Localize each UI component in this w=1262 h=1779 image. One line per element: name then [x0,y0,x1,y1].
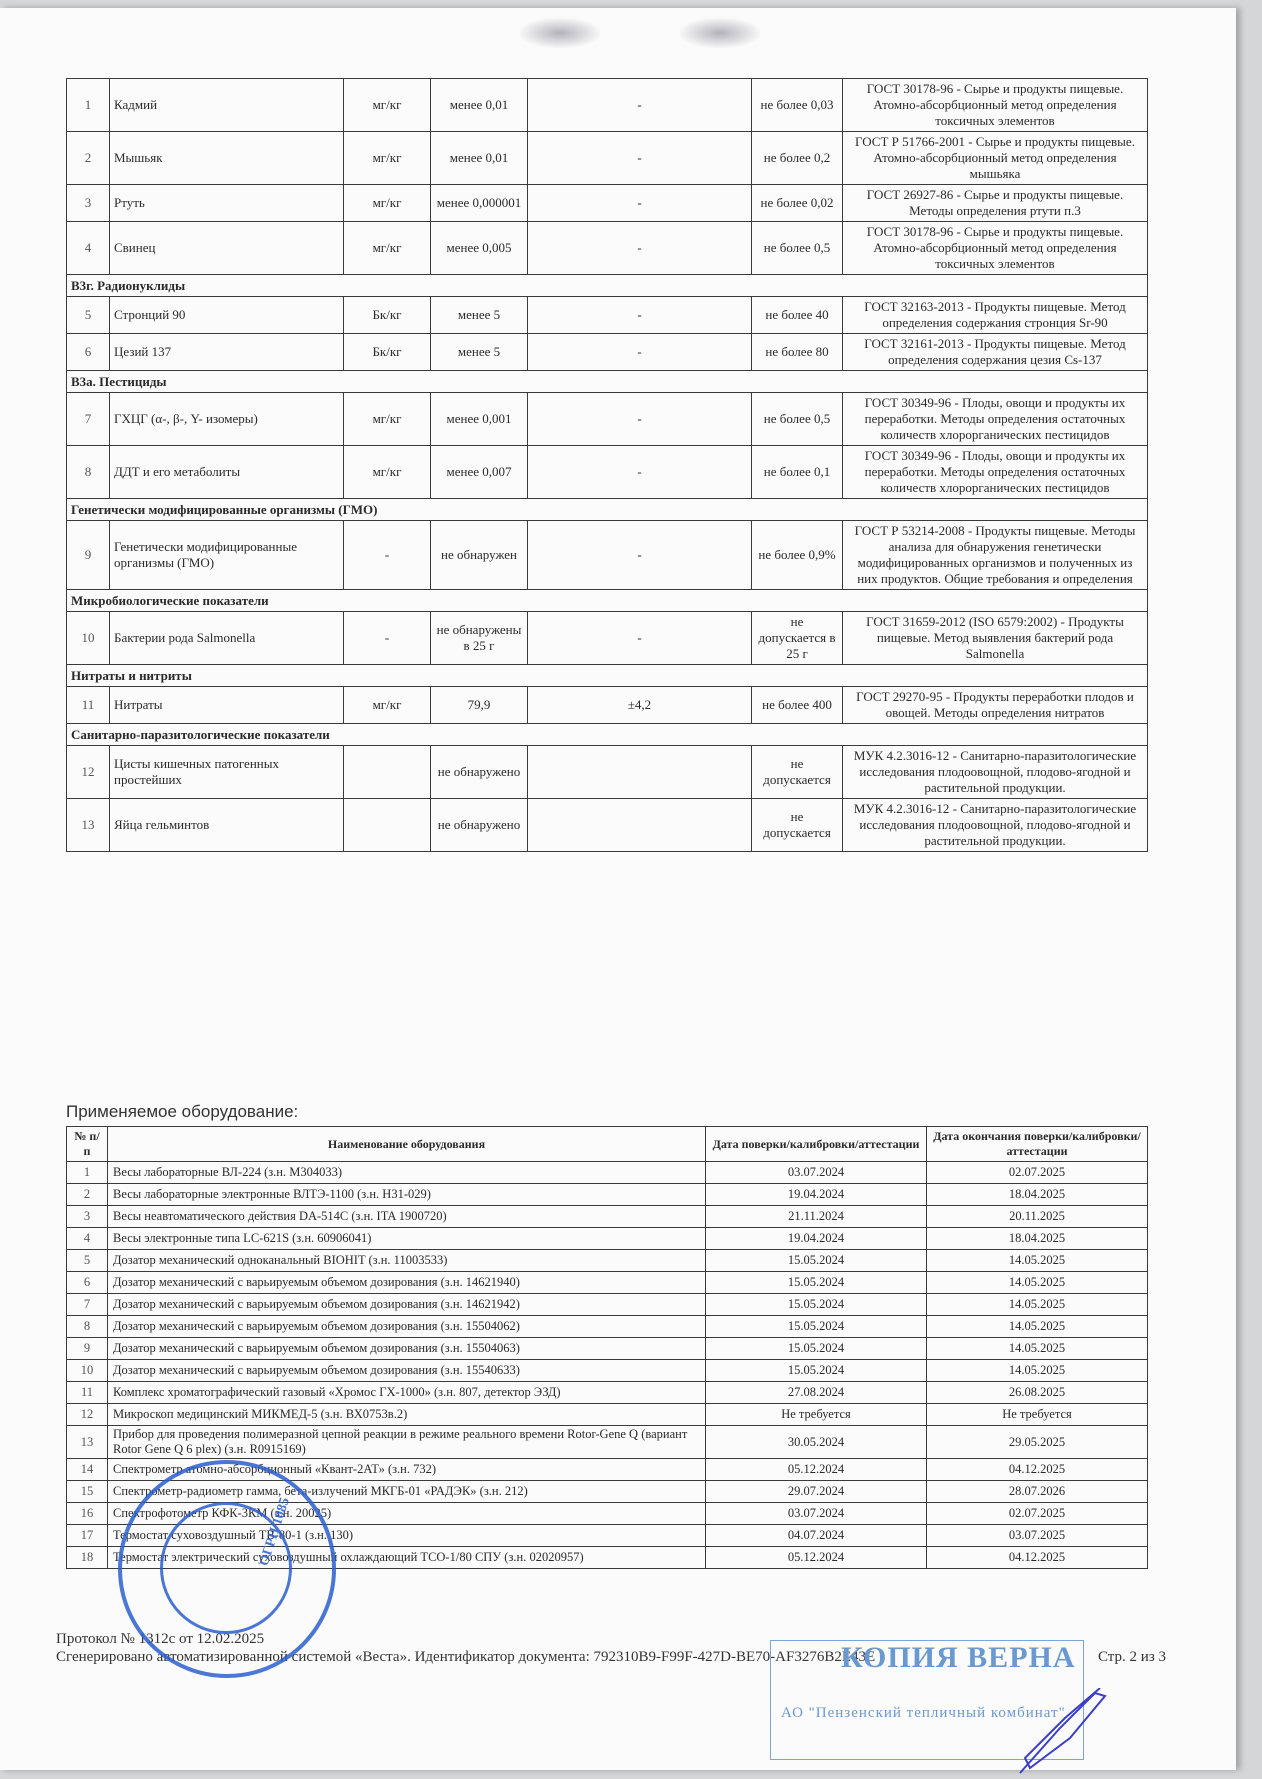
results-table [66,78,1148,852]
check-date: 05.12.2024 [706,1547,927,1569]
row-number: 1 [67,79,110,132]
equipment-num: 9 [67,1338,108,1360]
equipment-name: Прибор для проведения полимеразной цепной реакции в режиме реального времени Rotor-Gene Q (вариант Rotor Gene Q 6 plex) (з.н. R0915169) [108,1426,706,1459]
seal-text: ОГРН 1085 [256,1495,293,1568]
expiry-date: 02.07.2025 [927,1162,1148,1184]
equipment-header-row [67,1127,1148,1162]
equipment-num: 7 [67,1294,108,1316]
norm-value: не допускается в 25 г [752,612,843,665]
measurement-error: ±4,2 [528,687,752,724]
check-date: 15.05.2024 [706,1294,927,1316]
indicator-name: ГХЦГ (α-, β-, Y- изомеры) [110,393,344,446]
measurement-error [528,799,752,852]
row-number: 6 [67,334,110,371]
header-date-end: Дата окончания поверки/калибровки/аттестации [927,1127,1148,1162]
unit: мг/кг [344,446,431,499]
copy-stamp-title: КОПИЯ ВЕРНА [841,1641,1076,1674]
check-date: 15.05.2024 [706,1338,927,1360]
row-number: 10 [67,612,110,665]
unit [344,746,431,799]
section-header-row [67,275,1148,297]
expiry-date: 02.07.2025 [927,1503,1148,1525]
section-header-row [67,371,1148,393]
equipment-num: 16 [67,1503,108,1525]
equipment-row [67,1206,1148,1228]
equipment-num: 17 [67,1525,108,1547]
measurement-error: - [528,297,752,334]
norm-value: не более 0,5 [752,222,843,275]
header-name: Наименование оборудования [108,1127,706,1162]
norm-value: не более 400 [752,687,843,724]
result-row [67,612,1148,665]
section-header-row [67,499,1148,521]
unit: Бк/кг [344,334,431,371]
expiry-date: 14.05.2025 [927,1272,1148,1294]
expiry-date: 29.05.2025 [927,1426,1148,1459]
section-label: Санитарно-паразитологические показатели [67,724,1148,746]
equipment-row [67,1250,1148,1272]
signature-icon [1000,1688,1120,1778]
check-date: 19.04.2024 [706,1228,927,1250]
equipment-name: Спектрометр атомно-абсорбционный «Квант-2АТ» (з.н. 732) [108,1459,706,1481]
section-label: Нитраты и нитриты [67,665,1148,687]
measurement-error: - [528,222,752,275]
equipment-row [67,1426,1148,1459]
result-value: не обнаружены в 25 г [431,612,528,665]
result-row [67,521,1148,590]
norm-value: не более 0,02 [752,185,843,222]
equipment-row [67,1228,1148,1250]
generated-by: Сгенерировано автоматизированной системой «Веста». Идентификатор документа: 792310B9-F99F-427D-BE70-AF3276B2E43E [56,1649,876,1665]
row-number: 11 [67,687,110,724]
equipment-row [67,1338,1148,1360]
result-row [67,393,1148,446]
unit: мг/кг [344,687,431,724]
expiry-date: Не требуется [927,1404,1148,1426]
expiry-date: 14.05.2025 [927,1338,1148,1360]
result-row [67,297,1148,334]
norm-value: не допускается [752,746,843,799]
protocol-number: Протокол № 1312с от 12.02.2025 [56,1631,265,1647]
equipment-num: 2 [67,1184,108,1206]
equipment-row [67,1272,1148,1294]
result-row [67,334,1148,371]
equipment-name: Дозатор механический с варьируемым объемом дозирования (з.н. 14621942) [108,1294,706,1316]
equipment-name: Весы лабораторные ВЛ-224 (з.н. М304033) [108,1162,706,1184]
equipment-row [67,1162,1148,1184]
check-date: 15.05.2024 [706,1360,927,1382]
equipment-name: Термостат электрический суховоздушный охлаждающий ТСО-1/80 СПУ (з.н. 02020957) [108,1547,706,1569]
expiry-date: 03.07.2025 [927,1525,1148,1547]
expiry-date: 28.07.2026 [927,1481,1148,1503]
indicator-name: Ртуть [110,185,344,222]
norm-value: не более 0,9% [752,521,843,590]
equipment-num: 6 [67,1272,108,1294]
result-value: не обнаружено [431,746,528,799]
result-row [67,446,1148,499]
check-date: 03.07.2024 [706,1162,927,1184]
test-method: ГОСТ Р 51766-2001 - Сырье и продукты пищевые. Атомно-абсорбционный метод определения мышьяка [843,132,1148,185]
indicator-name: Кадмий [110,79,344,132]
equipment-num: 14 [67,1459,108,1481]
equipment-name: Дозатор механический одноканальный BIOHIT (з.н. 11003533) [108,1250,706,1272]
result-row [67,132,1148,185]
equipment-name: Весы лабораторные электронные ВЛТЭ-1100 (з.н. Н31-029) [108,1184,706,1206]
section-label: Микробиологические показатели [67,590,1148,612]
row-number: 13 [67,799,110,852]
section-label: B3г. Радионуклиды [67,275,1148,297]
equipment-name: Дозатор механический с варьируемым объемом дозирования (з.н. 14621940) [108,1272,706,1294]
check-date: Не требуется [706,1404,927,1426]
equipment-name: Микроскоп медицинский МИКМЕД-5 (з.н. ВХ0753в.2) [108,1404,706,1426]
equipment-name: Весы электронные типа LC-621S (з.н. 60906041) [108,1228,706,1250]
indicator-name: Мышьяк [110,132,344,185]
section-label: Генетически модифицированные организмы (ГМО) [67,499,1148,521]
result-row [67,746,1148,799]
result-value: менее 5 [431,297,528,334]
result-value: менее 0,01 [431,79,528,132]
unit: мг/кг [344,222,431,275]
equipment-num: 13 [67,1426,108,1459]
row-number: 5 [67,297,110,334]
check-date: 15.05.2024 [706,1316,927,1338]
indicator-name: Бактерии рода Salmonella [110,612,344,665]
equipment-row [67,1360,1148,1382]
expiry-date: 18.04.2025 [927,1228,1148,1250]
equipment-num: 1 [67,1162,108,1184]
expiry-date: 14.05.2025 [927,1294,1148,1316]
result-value: менее 0,000001 [431,185,528,222]
result-value: менее 0,005 [431,222,528,275]
page-number: Стр. 2 из 3 [1098,1649,1166,1665]
check-date: 21.11.2024 [706,1206,927,1228]
header-date-check: Дата поверки/калибровки/аттестации [706,1127,927,1162]
indicator-name: Цезий 137 [110,334,344,371]
equipment-name: Комплекс хроматографический газовый «Хромос ГХ-1000» (з.н. 807, детектор ЭЗД) [108,1382,706,1404]
equipment-name: Дозатор механический с варьируемым объемом дозирования (з.н. 15504063) [108,1338,706,1360]
equipment-name: Спектрофотометр КФК-3КМ (з.н. 20025) [108,1503,706,1525]
indicator-name: Цисты кишечных патогенных простейших [110,746,344,799]
check-date: 03.07.2024 [706,1503,927,1525]
equipment-num: 12 [67,1404,108,1426]
round-seal-stamp [118,1460,336,1678]
equipment-row [67,1404,1148,1426]
row-number: 7 [67,393,110,446]
test-method: ГОСТ 30349-96 - Плоды, овощи и продукты их переработки. Методы определения остаточных количеств хлорорганических пестицидов [843,393,1148,446]
header-num: № п/п [67,1127,108,1162]
unit: мг/кг [344,132,431,185]
test-method: ГОСТ 30349-96 - Плоды, овощи и продукты их переработки. Методы определения остаточных количеств хлорорганических пестицидов [843,446,1148,499]
equipment-row [67,1316,1148,1338]
expiry-date: 14.05.2025 [927,1316,1148,1338]
expiry-date: 14.05.2025 [927,1360,1148,1382]
section-header-row [67,590,1148,612]
test-method: ГОСТ 30178-96 - Сырье и продукты пищевые. Атомно-абсорбционный метод определения токсичных элементов [843,222,1148,275]
norm-value: не более 0,1 [752,446,843,499]
check-date: 27.08.2024 [706,1382,927,1404]
test-method: ГОСТ 26927-86 - Сырье и продукты пищевые. Методы определения ртути п.3 [843,185,1148,222]
test-method: ГОСТ 30178-96 - Сырье и продукты пищевые. Атомно-абсорбционный метод определения токсичных элементов [843,79,1148,132]
row-number: 2 [67,132,110,185]
unit: мг/кг [344,185,431,222]
unit [344,799,431,852]
measurement-error: - [528,393,752,446]
result-value: менее 0,007 [431,446,528,499]
scan-smudge [520,18,600,48]
equipment-name: Дозатор механический с варьируемым объемом дозирования (з.н. 15540633) [108,1360,706,1382]
measurement-error: - [528,446,752,499]
equipment-num: 5 [67,1250,108,1272]
measurement-error: - [528,521,752,590]
result-row [67,185,1148,222]
equipment-num: 18 [67,1547,108,1569]
document-page [0,8,1236,1770]
check-date: 05.12.2024 [706,1459,927,1481]
result-row [67,799,1148,852]
norm-value: не более 0,2 [752,132,843,185]
equipment-num: 3 [67,1206,108,1228]
section-label: B3а. Пестициды [67,371,1148,393]
section-header-row [67,665,1148,687]
expiry-date: 26.08.2025 [927,1382,1148,1404]
indicator-name: Нитраты [110,687,344,724]
expiry-date: 04.12.2025 [927,1459,1148,1481]
indicator-name: Свинец [110,222,344,275]
equipment-num: 10 [67,1360,108,1382]
norm-value: не допускается [752,799,843,852]
test-method: ГОСТ 32163-2013 - Продукты пищевые. Метод определения содержания стронция Sr-90 [843,297,1148,334]
unit: мг/кг [344,393,431,446]
result-value: менее 0,001 [431,393,528,446]
measurement-error: - [528,132,752,185]
unit: - [344,612,431,665]
measurement-error: - [528,612,752,665]
check-date: 30.05.2024 [706,1426,927,1459]
equipment-row [67,1294,1148,1316]
equipment-name: Весы неавтоматического действия DA-514C (з.н. ITA 1900720) [108,1206,706,1228]
result-row [67,79,1148,132]
check-date: 04.07.2024 [706,1525,927,1547]
test-method: МУК 4.2.3016-12 - Санитарно-паразитологические исследования плодоовощной, плодово-ягодной и растительной продукции. [843,799,1148,852]
result-row [67,687,1148,724]
check-date: 19.04.2024 [706,1184,927,1206]
test-method: ГОСТ Р 53214-2008 - Продукты пищевые. Методы анализа для обнаружения генетически модифицированных организмов и полученных из них продуктов. Общие требования и определения [843,521,1148,590]
row-number: 9 [67,521,110,590]
check-date: 29.07.2024 [706,1481,927,1503]
expiry-date: 20.11.2025 [927,1206,1148,1228]
norm-value: не более 0,03 [752,79,843,132]
test-method: МУК 4.2.3016-12 - Санитарно-паразитологические исследования плодоовощной, плодово-ягодной и растительной продукции. [843,746,1148,799]
test-method: ГОСТ 32161-2013 - Продукты пищевые. Метод определения содержания цезия Cs-137 [843,334,1148,371]
measurement-error: - [528,334,752,371]
equipment-num: 8 [67,1316,108,1338]
measurement-error: - [528,185,752,222]
indicator-name: Генетически модифицированные организмы (ГМО) [110,521,344,590]
equipment-name: Термостат суховоздушный ТВ-80-1 (з.н. 130) [108,1525,706,1547]
norm-value: не более 40 [752,297,843,334]
equipment-num: 4 [67,1228,108,1250]
test-method: ГОСТ 29270-95 - Продукты переработки плодов и овощей. Методы определения нитратов [843,687,1148,724]
norm-value: не более 0,5 [752,393,843,446]
expiry-date: 18.04.2025 [927,1184,1148,1206]
expiry-date: 14.05.2025 [927,1250,1148,1272]
equipment-num: 15 [67,1481,108,1503]
measurement-error [528,746,752,799]
result-row [67,222,1148,275]
measurement-error: - [528,79,752,132]
equipment-row [67,1382,1148,1404]
row-number: 12 [67,746,110,799]
norm-value: не более 80 [752,334,843,371]
result-value: менее 5 [431,334,528,371]
check-date: 15.05.2024 [706,1250,927,1272]
result-value: 79,9 [431,687,528,724]
equipment-name: Дозатор механический с варьируемым объемом дозирования (з.н. 15504062) [108,1316,706,1338]
expiry-date: 04.12.2025 [927,1547,1148,1569]
result-value: менее 0,01 [431,132,528,185]
equipment-name: Спектрометр-радиометр гамма, бета-излучений МКГБ-01 «РАДЭК» (з.н. 212) [108,1481,706,1503]
indicator-name: Стронций 90 [110,297,344,334]
row-number: 3 [67,185,110,222]
scan-smudge [680,18,760,48]
indicator-name: Яйца гельминтов [110,799,344,852]
indicator-name: ДДТ и его метаболиты [110,446,344,499]
row-number: 8 [67,446,110,499]
equipment-num: 11 [67,1382,108,1404]
result-value: не обнаружено [431,799,528,852]
equipment-title: Применяемое оборудование: [66,1102,299,1121]
unit: Бк/кг [344,297,431,334]
unit: - [344,521,431,590]
check-date: 15.05.2024 [706,1272,927,1294]
unit: мг/кг [344,79,431,132]
test-method: ГОСТ 31659-2012 (ISO 6579:2002) - Продукты пищевые. Метод выявления бактерий рода Salmonella [843,612,1148,665]
row-number: 4 [67,222,110,275]
copy-stamp-org: АО "Пензенский тепличный комбинат" [781,1705,1066,1721]
equipment-row [67,1184,1148,1206]
result-value: не обнаружен [431,521,528,590]
section-header-row [67,724,1148,746]
